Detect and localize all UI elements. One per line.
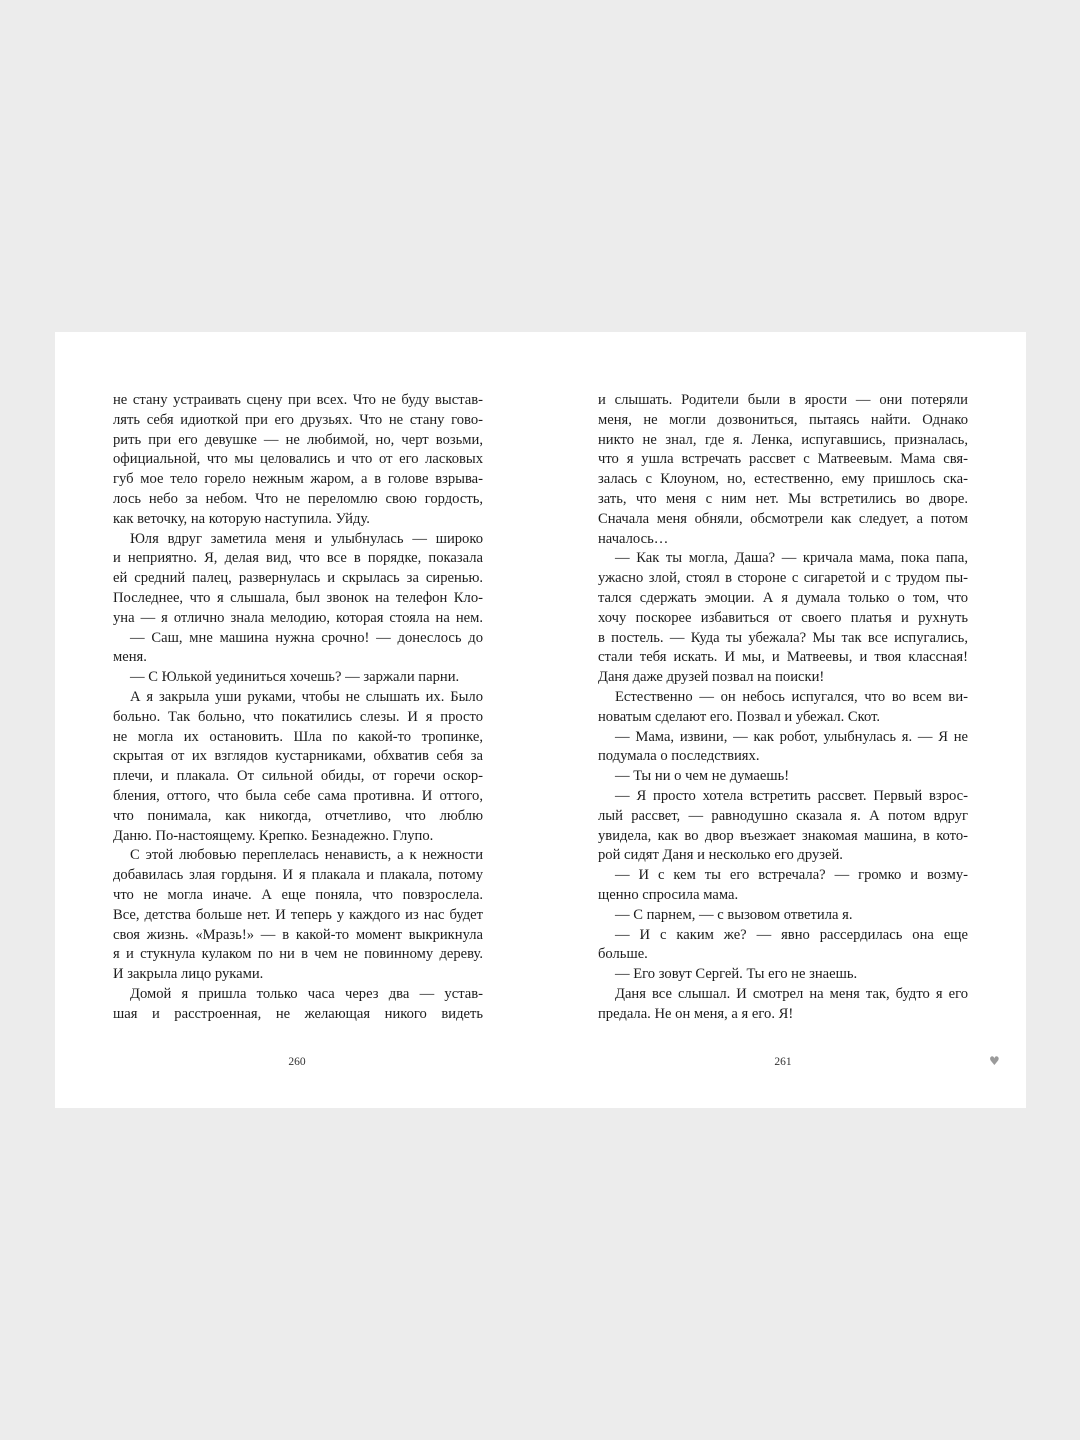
page-number-left: 260 [288,1056,306,1068]
text-line: — Я просто хотела встретить рассвет. Первый взрос- [615,787,968,804]
text-line: бления, оттого, что была себе сама противна. И оттого, [113,787,483,804]
text-line: меня, не могли дозвониться, пытаясь найти. Однако [598,411,968,428]
text-line: лый рассвет, — равнодушно сказала я. А потом вдруг [598,807,968,824]
text-line: — С парнем, — с вызовом ответила я. [615,906,853,923]
text-line: что я ушла встречать рассвет с Матвеевым. Мама свя- [598,451,968,468]
text-line: Даня даже друзей позвал на поиски! [598,669,825,686]
text-line: своя жизнь. «Мразь!» — в какой-то момент выкрикнула [113,926,483,943]
text-line: что не могла иначе. А еще поняла, что повзрослела. [113,886,483,903]
text-line: Последнее, что я слышала, был звонок на телефон Кло- [113,589,483,606]
text-line: — С Юлькой уединиться хочешь? — заржали парни. [130,669,460,686]
text-line: Сначала меня обняли, обсмотрели как следует, а потом [598,510,968,527]
text-line: залась с Клоуном, но, естественно, ему пришлось ска- [598,471,968,488]
book-spread [55,332,1026,1108]
text-line: губ мое тело горело нежным жаром, а в голове взрыва- [113,471,483,488]
text-line: хочу поскорее избавиться от своего платья и рухнуть [598,609,968,626]
text-line: подумала о последствиях. [598,748,760,765]
text-line: ужасно злой, стоял в стороне с сигаретой и с трудом пы- [598,570,968,587]
text-line: больше. [598,946,648,963]
text-line: больно. Так больно, что покатились слезы. И я просто [113,708,483,725]
text-line: скрытая от их взглядов кустарниками, обхватив себя за [113,748,483,765]
text-line: — Как ты могла, Даша? — кричала мама, пока папа, [615,550,968,567]
text-line: лось небо за небом. Что не переломлю свою гордость, [113,490,483,507]
text-line: что понимала, как никогда, отчетливо, что люблю [113,807,483,824]
text-line: и слышать. Родители были в ярости — они потеряли [598,392,968,408]
text-line: меня. [113,649,147,666]
heart-icon: ♥ [989,1054,1000,1068]
text-line: — И с кем ты его встречала? — громко и возму- [615,867,968,884]
text-line: — Саш, мне машина нужна срочно! — донеслось до [130,629,483,646]
text-line: — Его зовут Сергей. Ты его не знаешь. [615,966,858,983]
text-line: не могла их остановить. Шла по какой-то тропинке, [113,728,483,745]
text-line: стали тебя искать. И мы, и Матвеевы, и твоя классная! [598,649,968,666]
text-line: началось… [598,530,669,547]
text-line: С этой любовью переплелась ненависть, а к нежности [130,847,483,864]
text-line: ей средний палец, развернулась и скрылась за сиренью. [113,570,483,587]
text-line: Все, детства больше нет. И теперь у каждого из нас будет [113,906,483,923]
text-line: Юля вдруг заметила меня и улыбнулась — широко [130,530,483,547]
text-line: А я закрыла уши руками, чтобы не слышать их. Было [130,688,483,705]
text-line: Даню. По-настоящему. Крепко. Безнадежно. Глупо. [113,827,434,844]
text-line: добавилась злая гордыня. И я плакала и плакала, потому [113,867,483,884]
text-line: лять себя идиоткой при его друзьях. Что не стану гово- [113,411,483,428]
text-line: в постель. — Куда ты убежала? Мы так все испугались, [598,629,968,646]
text-line: плечи, и плакала. От сильной обиды, от горечи оскор- [113,768,483,785]
text-line: рить при его девушке — не любимой, но, черт возьми, [113,431,483,448]
text-line: как веточку, на которую наступила. Уйду. [113,510,370,527]
text-line: я и стукнула кулаком по ни в чем не повинному дереву. [113,946,483,963]
text-line: зать, что меня с ним нет. Мы встретились во дворе. [598,490,968,507]
text-line: И закрыла лицо руками. [113,966,264,983]
text-line: тался сдержать эмоции. А я думала только о том, что [598,589,968,606]
text-line: — И с каким же? — явно рассердилась она еще [615,926,968,943]
text-line: новатым сделают его. Позвал и убежал. Скот. [598,708,881,725]
text-line: официальной, что мы целовались и что от его ласковых [113,451,483,468]
text-line: Естественно — он небось испугался, что во всем ви- [615,688,968,705]
left-page-text [113,391,483,1025]
text-line: рой сидят Даня и несколько его друзей. [598,847,843,864]
right-page-text [598,391,968,1025]
text-line: увидела, как во двор въезжает знакомая машина, в кото- [598,827,968,844]
text-line: Даня все слышал. И смотрел на меня так, будто я его [615,985,968,1002]
text-line: и неприятно. Я, делая вид, что все в порядке, показала [113,550,483,567]
text-line: шая и расстроенная, не желающая никого видеть [113,1005,483,1022]
text-line: — Ты ни о чем не думаешь! [615,768,790,785]
page-number-right: 261 [774,1056,792,1068]
text-line: щенно спросила мама. [598,886,739,903]
text-line: уна — я отлично знала мелодию, которая стояла на нем. [113,609,483,626]
text-line: Домой я пришла только часа через два — устав- [130,985,483,1002]
text-line: не стану устраивать сцену при всех. Что не буду выстав- [113,392,483,408]
text-line: никто не знал, где я. Ленка, испугавшись, призналась, [598,431,968,448]
text-line: — Мама, извини, — как робот, улыбнулась я. — Я не [615,728,968,745]
text-line: предала. Не он меня, а я его. Я! [598,1005,794,1022]
